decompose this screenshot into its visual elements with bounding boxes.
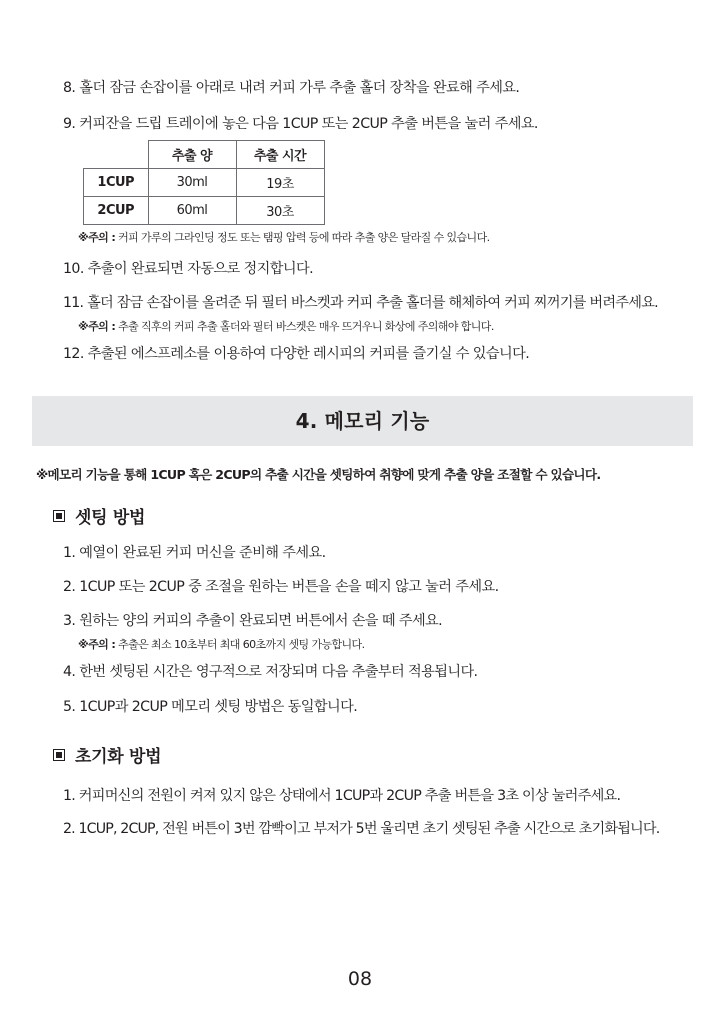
setting-step-3: 3. 원하는 양의 커피의 추출이 완료되면 버튼에서 손을 떼 주세요. <box>63 613 443 629</box>
memory-intro: ※메모리 기능을 통해 1CUP 혹은 2CUP의 추출 시간을 셋팅하여 취향에 맞게 추출 양을 조절할 수 있습니다. <box>36 467 601 482</box>
setting-step-5: 5. 1CUP과 2CUP 메모리 셋팅 방법은 동일합니다. <box>63 699 358 715</box>
setting-step-2: 2. 1CUP 또는 2CUP 중 조절을 원하는 버튼을 손을 떼지 않고 눌러 주세요. <box>63 579 499 595</box>
setting-step-4: 4. 한번 셋팅된 시간은 영구적으로 저장되며 다음 추출부터 적용됩니다. <box>63 664 478 680</box>
note-text: 추출 직후의 커피 추출 홀더와 필터 바스켓은 매우 뜨거우니 화상에 주의해야 합니다. <box>115 320 494 333</box>
table-header-blank <box>84 141 149 169</box>
table-header-time: 추출 시간 <box>236 141 324 169</box>
setting-step-1: 1. 예열이 완료된 커피 머신을 준비해 주세요. <box>63 545 326 561</box>
setting-heading <box>53 503 145 528</box>
table-header-amount: 추출 양 <box>148 141 236 169</box>
table-cell: 30ml <box>148 169 236 197</box>
square-bullet-icon <box>53 749 65 761</box>
note-setting <box>78 636 364 652</box>
note-hot <box>78 318 494 334</box>
table-cell: 30초 <box>236 197 324 225</box>
setting-heading-label: 셋팅 방법 <box>75 508 146 528</box>
page-number: 08 <box>347 968 373 990</box>
step-9: 9. 커피잔을 드립 트레이에 놓은 다음 1CUP 또는 2CUP 추출 버튼을 눌러 주세요. <box>63 116 538 132</box>
step-11: 11. 홀더 잠금 손잡이를 올려준 뒤 필터 바스켓과 커피 추출 홀더를 해체하여 커피 찌꺼기를 버려주세요. <box>63 295 658 311</box>
table-header-row <box>84 141 325 169</box>
extraction-table <box>83 140 325 225</box>
table-cell: 1CUP <box>84 169 149 197</box>
step-12: 12. 추출된 에스프레소를 이용하여 다양한 레시피의 커피를 즐기실 수 있습니다. <box>63 346 530 362</box>
table-cell: 19초 <box>236 169 324 197</box>
reset-heading <box>53 742 161 767</box>
table-row <box>84 197 325 225</box>
note-text: 추출은 최소 10초부터 최대 60초까지 셋팅 가능합니다. <box>115 638 365 651</box>
note-grind <box>78 229 490 245</box>
note-label: ※주의 : <box>78 638 116 651</box>
note-label: ※주의 : <box>78 231 116 244</box>
step-10: 10. 추출이 완료되면 자동으로 정지합니다. <box>63 261 313 277</box>
note-label: ※주의 : <box>78 320 116 333</box>
table-row <box>84 169 325 197</box>
table-cell: 2CUP <box>84 197 149 225</box>
square-bullet-icon <box>53 510 65 522</box>
step-8: 8. 홀더 잠금 손잡이를 아래로 내려 커피 가루 추출 홀더 장착을 완료해 주세요. <box>63 80 520 96</box>
reset-step-1: 1. 커피머신의 전원이 켜져 있지 않은 상태에서 1CUP과 2CUP 추출 버튼을 3초 이상 눌러주세요. <box>63 788 621 804</box>
reset-heading-label: 초기화 방법 <box>75 747 162 767</box>
note-text: 커피 가루의 그라인딩 정도 또는 탬핑 압력 등에 따라 추출 양은 달라질 수 있습니다. <box>115 231 490 244</box>
table-cell: 60ml <box>148 197 236 225</box>
section-title: 4. 메모리 기능 <box>32 396 693 446</box>
reset-step-2: 2. 1CUP, 2CUP, 전원 버튼이 3번 깜빡이고 부저가 5번 울리면 초기 셋팅된 추출 시간으로 초기화됩니다. <box>63 821 660 837</box>
